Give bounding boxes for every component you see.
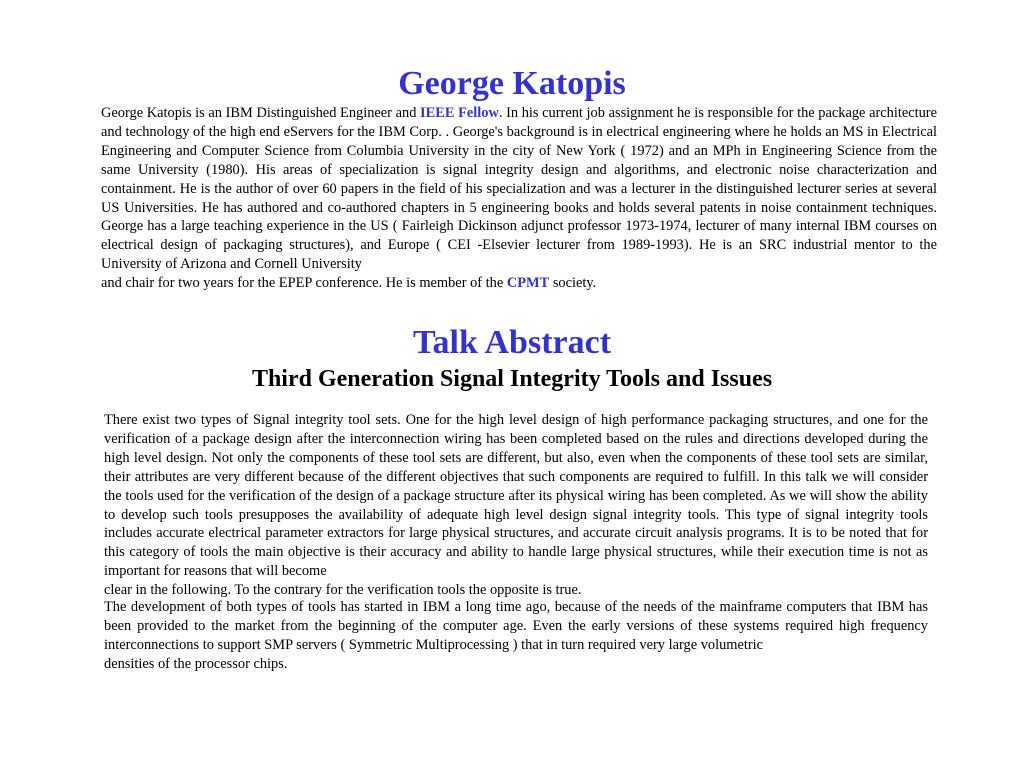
abstract-subtitle: Third Generation Signal Integrity Tools and Issues: [251, 366, 773, 392]
bio-text-start: George Katopis is an IBM Distinguished Engineer and: [101, 105, 421, 121]
abstract-paragraph-1: [104, 411, 928, 600]
bio-text-body: . In his current job assignment he is responsible for the package architecture and technology of the high end eServers for the IBM Corp. . George's background is in electrical engineering where he holds an MS in Electrical Engineering and Computer Science from Columbia University in the city of New York ( 1972) and an MPh in Engineering Science from the same University (1980). His areas of specialization is signal integrity design and algorithms, and electronic noise characterization and containment. He is the author of over 60 papers in the field of his specialization and was a lecturer in the distinguished lecturer series at several US Universities. He has authored and co-authored chapters in 5 engineering books and holds several patents in noise containment techniques. George has a large teaching experience in the US ( Fairleigh Dickinson adjunct professor 1973-1974, lecturer of many internal IBM courses on electrical design of packaging structures), and Europe ( CEI -Elsevier lecturer from 1989-1993). He is an SRC industrial mentor to the University of Arizona and Cornell University: [101, 105, 937, 273]
bio-text-end: society.: [549, 275, 597, 292]
abstract-p2-last-line: densities of the processor chips.: [104, 655, 288, 672]
abstract-p2-body: The development of both types of tools has started in IBM a long time ago, because of the needs of the mainframe computers that IBM has been provided to the market from the beginning of the computer age. Even the early versions of these systems required high frequency interconnections to support SMP servers ( Symmetric Multiprocessing ) that in turn required very large volumetric: [104, 599, 928, 653]
bio-last-line: [101, 274, 937, 293]
cpmt-link[interactable]: CPMT: [506, 275, 550, 292]
abstract-p1-last-line: clear in the following. To the contrary for the verification tools the opposite is true.: [104, 582, 582, 599]
bio-text-last: and chair for two years for the EPEP conference. He is member of the: [101, 275, 507, 292]
abstract-p1-body: There exist two types of Signal integrity tool sets. One for the high level design of high performance packaging structures, and one for the verification of a package design after the interconnection wiring has been completed based on the rules and directions developed during the high level design. Not only the components of these tool sets are different, but also, even when the components of these tool sets are similar, their attributes are very different because of the different objectives that such components are required to fulfill. In this talk we will consider the tools used for the verification of the design of a package structure after its physical wiring has been completed. As we will show the ability to develop such tools presupposes the availability of adequate high level design signal integrity tools. This type of signal integrity tools includes accurate electrical parameter extractors for large physical structures, and accurate circuit analysis programs. It is to be noted that for this category of tools the main objective is their accuracy and ability to handle large physical structures, while their execution time is not as important for reasons that will become: [104, 412, 928, 580]
abstract-paragraph-2: [104, 598, 928, 674]
ieee-fellow-link[interactable]: IEEE Fellow: [420, 105, 499, 121]
abstract-title: Talk Abstract: [412, 324, 612, 361]
bio-title: George Katopis: [398, 65, 626, 102]
bio-paragraph: [101, 104, 937, 293]
